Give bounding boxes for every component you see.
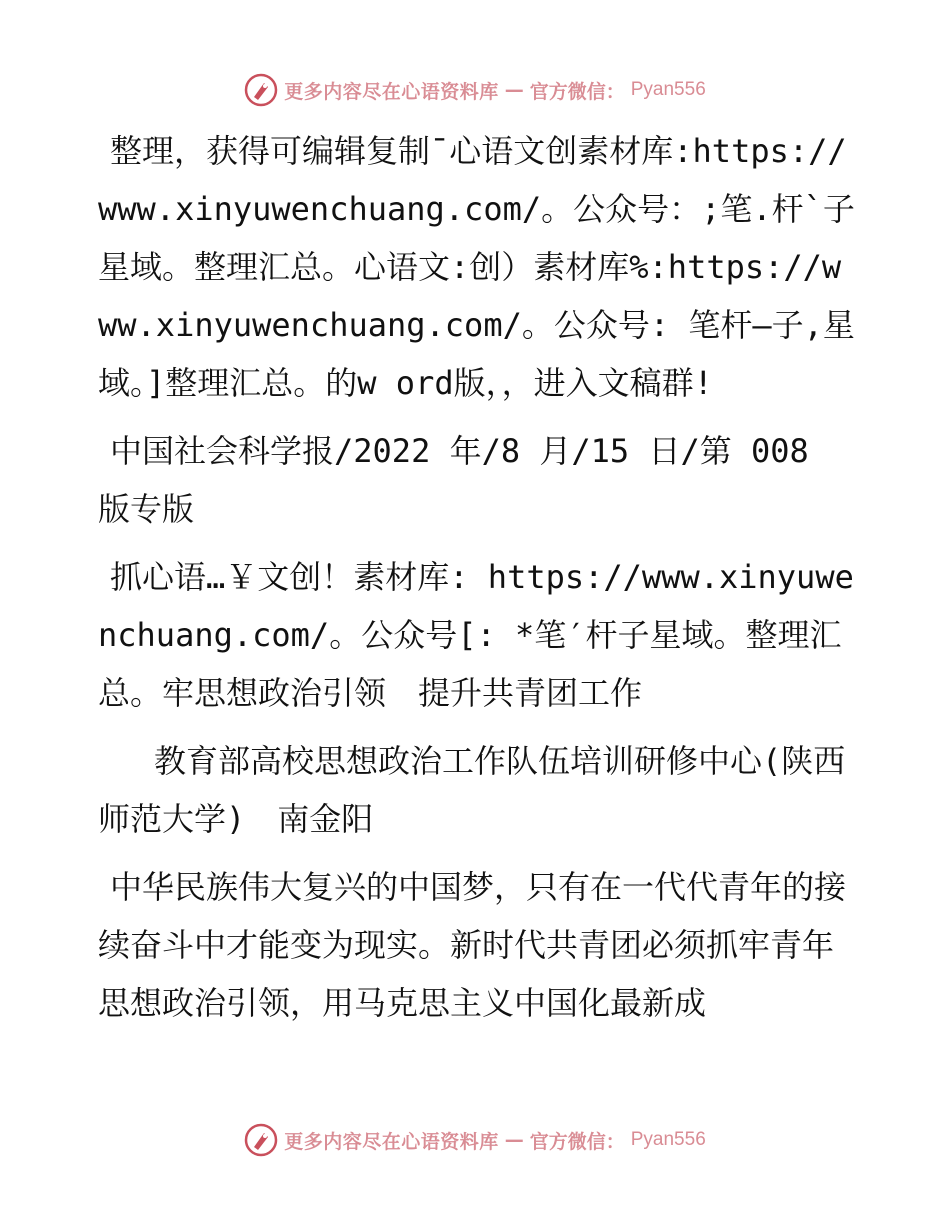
pen-nib-icon: [244, 1123, 278, 1157]
paragraph-publication: 中国社会科学报/2022 年/8 月/15 日/第 008 版专版: [98, 432, 829, 528]
document-body: [98, 122, 858, 1042]
header-banner: [0, 70, 950, 110]
paragraph-author: 教育部高校思想政治工作队伍培训研修中心(陕西师范大学) 南金阳: [98, 742, 846, 838]
pen-nib-icon: [244, 73, 278, 107]
banner-text: 更多内容尽在心语资料库: [284, 80, 499, 103]
banner-wechat-label: 官方微信：: [529, 1130, 625, 1153]
paragraph-source-note: 整理，获得可编辑复制¯心语文创素材库:https://www.xinyuwenchuang.com/。公众号：;笔.杆`子星域。整理汇总。心语文:创）素材库%:https://www.xinyuwenchuang.com/。公众号: 笔杆—子,星域。]整理汇总。的w ord版，，进入文稿群!: [98, 132, 855, 402]
footer-banner: [0, 1120, 950, 1160]
banner-wechat-id: Pyan556: [630, 79, 706, 100]
banner-separator: —: [504, 1129, 524, 1151]
banner-wechat-id: Pyan556: [630, 1129, 706, 1150]
banner-separator: —: [504, 79, 524, 101]
banner-text: 更多内容尽在心语资料库: [284, 1130, 499, 1153]
paragraph-title: 抓心语…￥文创！素材库: https://www.xinyuwenchuang.com/。公众号[: *笔′杆子星域。整理汇总。牢思想政治引领 提升共青团工作: [98, 558, 854, 712]
banner-wechat-label: 官方微信：: [529, 80, 625, 103]
paragraph-body: 中华民族伟大复兴的中国梦，只有在一代代青年的接续奋斗中才能变为现实。新时代共青团必须抓牢青年思想政治引领，用马克思主义中国化最新成: [98, 868, 847, 1022]
